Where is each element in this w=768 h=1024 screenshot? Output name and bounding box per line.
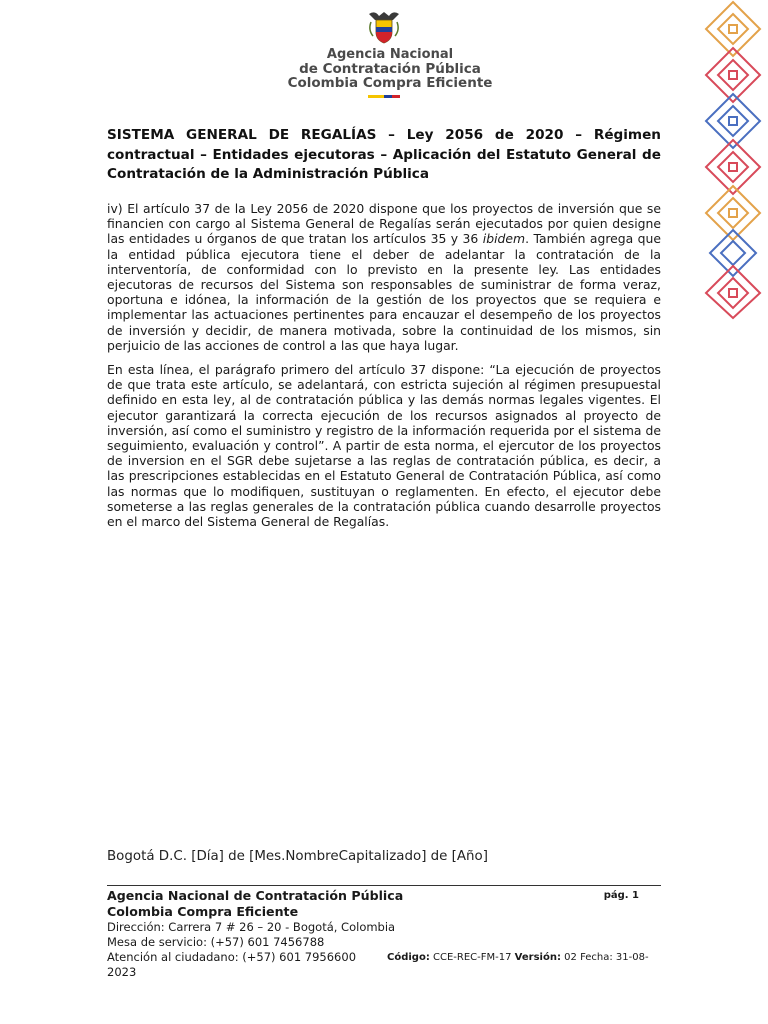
flag-red (392, 95, 400, 98)
version-value: 02 (564, 952, 577, 963)
decorative-pattern-icon (698, 0, 768, 320)
flag-blue (384, 95, 392, 98)
paragraph-1-text-b: . También agrega que la entidad pública ejecutora tiene el deber de adelantar la contratación de la interventoría, de conformidad con lo previsto en la presente ley. Las entidades ejecutoras de recursos del Sistema son responsables de suministrar de forma veraz, oportuna e idónea, la información de la gestión de los proyectos que se requiera e implementar las actuaciones pertinentes para encauzar el desempeño de los proyectos de inversión y decidir, de manera motivada, sobre la continuidad de los mismos, sin perjuicio de las acciones de control a las que haya lugar. (107, 231, 662, 353)
agency-line-1: Agencia Nacional (326, 47, 454, 62)
document-header (0, 0, 768, 110)
paragraph-2: En esta línea, el parágrafo primero del artículo 37 dispone: “La ejecución de proyectos de que trata este artículo, se adelantará, con estricta sujeción al régimen presupuestal definido en esta ley, al de contratación pública y las demás normas legales vigentes. El ejecutor garantizará la correcta ejecución de los recursos asignados al proyecto de inversión, así como el suministro y registro de la información requerida por el sistema de seguimiento, evaluación y control”. A partir de esta norma, el ejercutor de los proyectos de inversion en el SGR debe sujetarse a las reglas de contratación pública, es decir, a las prescripciones establecidas en el Estatuto General de Contratación Pública, así como las normas que lo modifiquen, sustituyan o reglamenten. En efecto, el ejecutor debe someterse a las reglas generales de la contratación pública cuando desarrolle proyectos en el marco del Sistema General de Regalías. (107, 362, 661, 530)
footer-agency-name: Agencia Nacional de Contratación Pública (107, 888, 404, 903)
code-label: Código: (387, 952, 430, 963)
paragraph-1 (107, 201, 661, 353)
code-value: CCE-REC-FM-17 (433, 952, 512, 963)
document-footer (107, 888, 661, 980)
document-title: SISTEMA GENERAL DE REGALÍAS – Ley 2056 de 2020 – Régimen contractual – Entidades ejecutoras – Aplicación del Estatuto General de Contratación de la Administración Pública (107, 127, 661, 182)
flag-yellow (368, 95, 384, 98)
footer-address: Dirección: Carrera 7 # 26 – 20 - Bogotá, Colombia (107, 920, 396, 934)
date-label: Fecha: 31-08- (580, 952, 649, 963)
page-number: pág. 1 (603, 890, 639, 901)
version-label: Versión: (514, 952, 561, 963)
document-body (107, 201, 661, 538)
agency-line-3: Colombia Compra Eficiente (287, 75, 493, 91)
coat-of-arms-icon (365, 8, 403, 46)
footer-service-desk: Mesa de servicio: (+57) 601 7456788 (107, 935, 325, 949)
footer-date-year: 2023 (107, 965, 137, 979)
agency-logo-text (250, 48, 530, 90)
footer-document-code (387, 951, 657, 965)
paragraph-1-text-a: iv) El artículo 37 de la Ley 2056 de 2020 dispone que los proyectos de inversión que se financien con cargo al Sistema General de Regalías serán ejecutados por quien designe las entidades u órganos de que tratan los artículos 35 y 36 (107, 201, 661, 247)
agency-line-2: de Contratación Pública (299, 61, 481, 77)
footer-agency-subname: Colombia Compra Eficiente (107, 904, 299, 919)
paragraph-1-italic: ibidem (482, 231, 526, 247)
footer-divider (107, 885, 661, 886)
footer-citizen-line: Atención al ciudadano: (+57) 601 7956600 (107, 950, 357, 964)
dateline: Bogotá D.C. [Día] de [Mes.NombreCapitalizado] de [Año] (107, 849, 488, 864)
flag-stripe (368, 95, 400, 98)
